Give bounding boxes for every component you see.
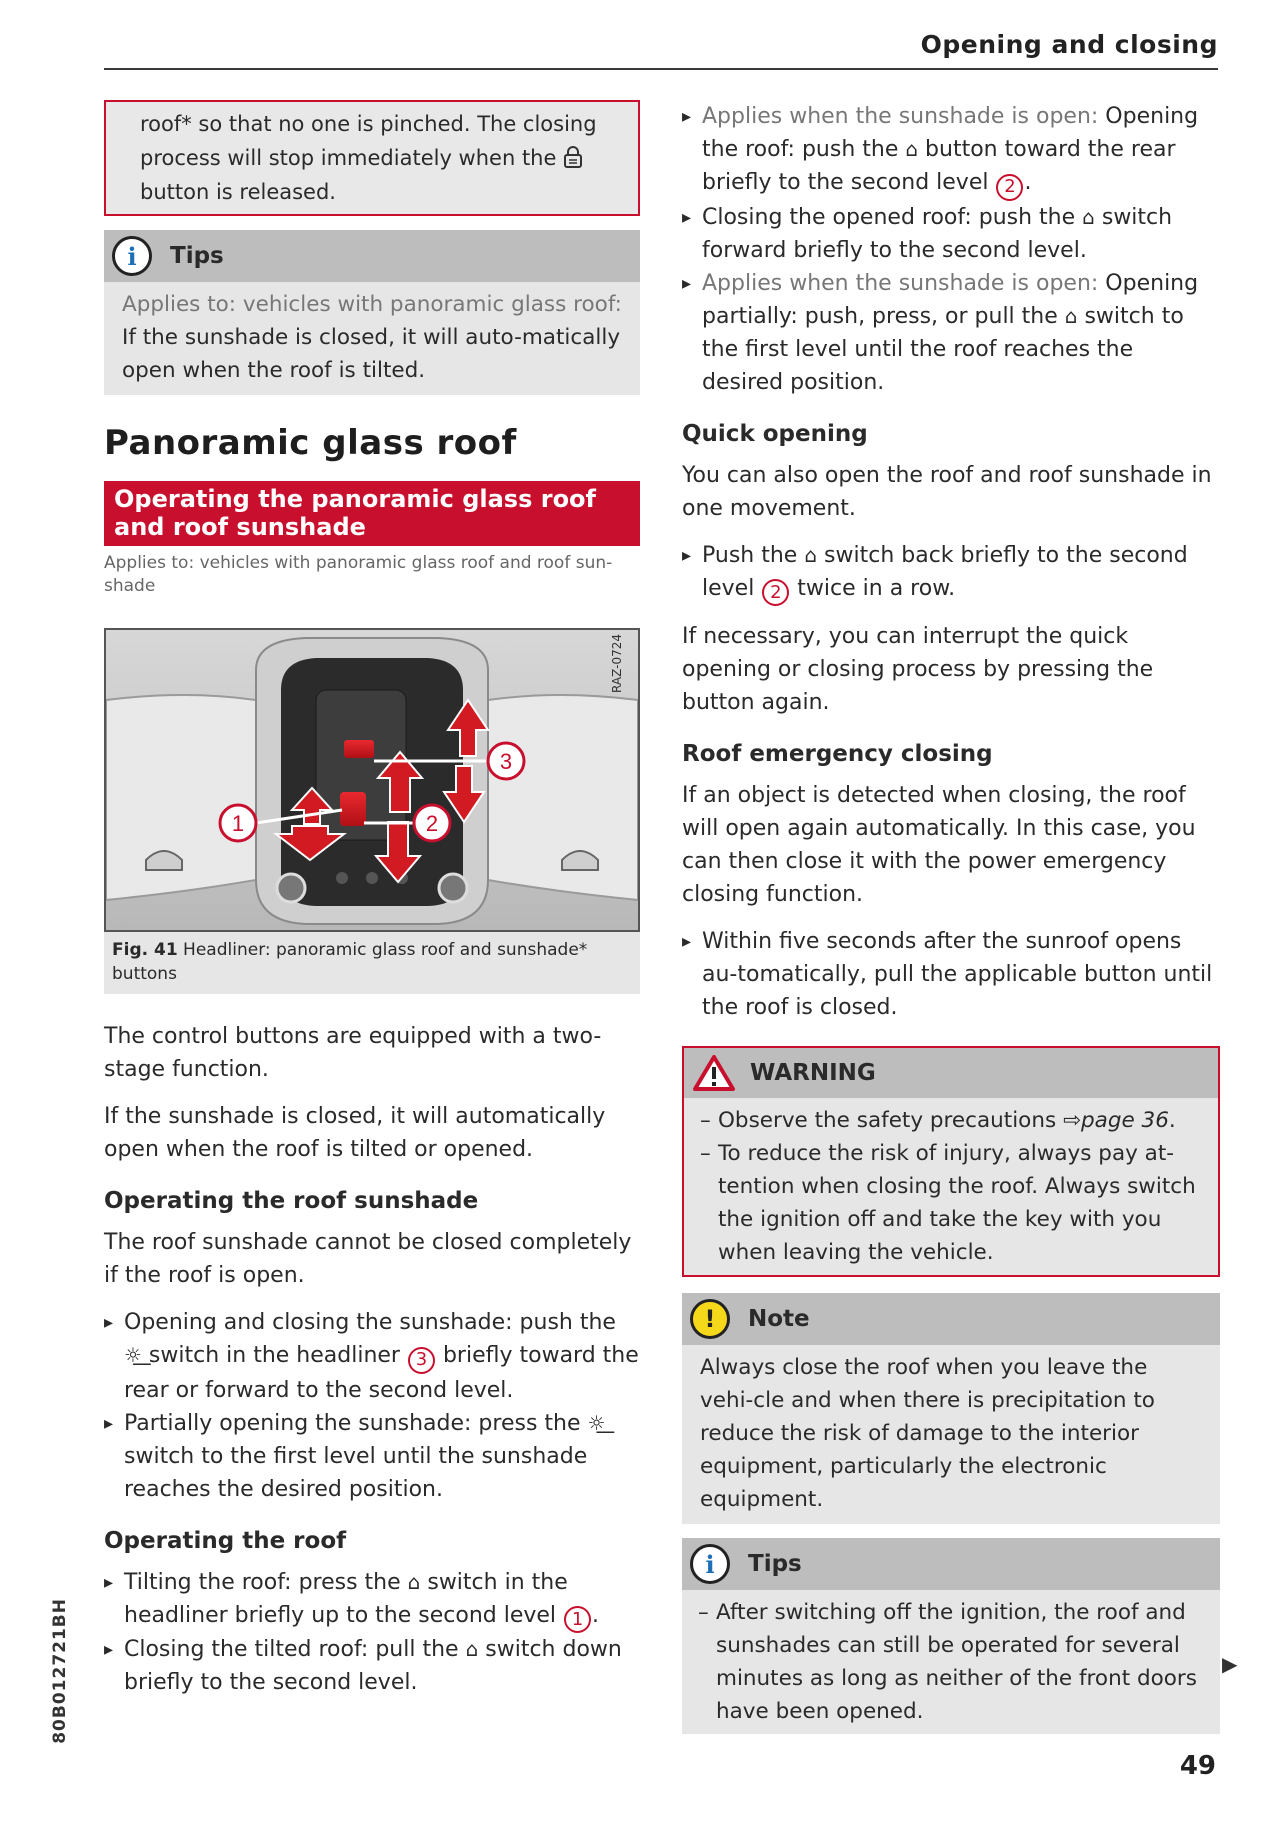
applies-to-note: Applies to: vehicles with panoramic glass roof and roof sun-shade (104, 553, 613, 596)
callout-ref: 2 (762, 579, 789, 606)
headliner-illustration (106, 630, 638, 930)
paragraph-sunshade-intro: The roof sunshade cannot be closed completely if the roof is open. (104, 1230, 632, 1288)
callout-ref: 2 (996, 174, 1023, 201)
continue-arrow-icon: ▶ (1222, 1652, 1238, 1676)
warning-triangle-icon (692, 1054, 736, 1092)
info-icon: i (112, 236, 152, 276)
tips-box-2-header (682, 1538, 1220, 1590)
roof-switch-icon: ⌂ (905, 137, 919, 161)
right-column (682, 100, 1220, 1758)
step-text: Opening partially: push, press, or pull the (702, 270, 1199, 329)
roof-steps (104, 1566, 640, 1700)
step-text: Closing the opened roof: push the (702, 204, 1083, 230)
note-box-label: Note (748, 1305, 810, 1332)
tips-box-2 (682, 1538, 1220, 1734)
note-box (682, 1293, 1220, 1524)
note-box-body: Always close the roof when you leave the vehi-cle and when there is precipitation to reduce the risk of damage to the interior equipment, particularly the electronic equipment. (700, 1355, 1155, 1512)
roof-open-steps (682, 100, 1220, 399)
step-text: switch forward briefly to the second level. (702, 204, 1173, 263)
left-column (104, 100, 640, 1699)
step-text: Push the (702, 542, 805, 568)
callout-1: 1 (231, 811, 245, 836)
note-box-header (682, 1293, 1220, 1345)
emergency-steps (682, 925, 1220, 1024)
info-icon: i (690, 1544, 730, 1584)
warning-box-label: WARNING (750, 1059, 876, 1086)
warning-continuation-text-a: roof* so that no one is pinched. The closing process will stop immediately when the (140, 112, 597, 170)
heading-emergency-closing: Roof emergency closing (682, 741, 993, 767)
list-item (682, 100, 1220, 201)
roof-switch-icon: ⌂ (1082, 204, 1095, 229)
heading-operating-sunshade: Operating the roof sunshade (104, 1188, 479, 1214)
step-applies: Applies when the sunshade is open: (702, 104, 1099, 129)
callout-ref: 3 (408, 1347, 435, 1374)
step-text: . (592, 1602, 600, 1628)
step-text: switch to the first level until the sunshade reaches the desired position. (124, 1443, 588, 1502)
tips-box-1 (104, 230, 640, 395)
list-item (104, 1633, 640, 1699)
list-item (682, 267, 1220, 399)
roof-switch-icon: ⌂ (1064, 303, 1078, 328)
step-applies: Applies when the sunshade is open: (702, 270, 1099, 296)
subsection-banner: Operating the panoramic glass roof and roof sunshade (104, 481, 640, 546)
heading-operating-roof: Operating the roof (104, 1527, 347, 1554)
figure-caption-label: Fig. 41 (112, 940, 178, 960)
warning-box-header (684, 1048, 1218, 1098)
list-item (104, 1306, 640, 1407)
paragraph-quick-intro: You can also open the roof and roof sunshade in one movement. (682, 462, 1212, 521)
figure-caption-text: Headliner: panoramic glass roof and sunshade* buttons (112, 940, 588, 984)
document-code: 80B012721BH (50, 1598, 70, 1744)
step-text: Closing the tilted roof: pull the (124, 1637, 466, 1662)
step-text: button toward the rear briefly to the second level (702, 137, 1176, 195)
list-item (682, 201, 1220, 267)
step-text: switch down briefly to the second level. (124, 1637, 622, 1695)
warning-text: Observe the safety precautions (718, 1108, 1063, 1133)
step-text: Opening and closing the sunshade: push the (124, 1310, 616, 1335)
tips-box-1-label: Tips (170, 242, 224, 269)
tips-box-1-text: If the sunshade is closed, it will auto-matically open when the roof is tilted. (122, 325, 621, 383)
warning-text: . (1168, 1108, 1176, 1133)
paragraph-sunshade-auto: If the sunshade is closed, it will automatically open when the roof is tilted or opened. (104, 1104, 606, 1162)
page-number: 49 (1179, 1751, 1216, 1781)
list-item (682, 539, 1220, 607)
sunshade-switch-icon: ☼͟ (124, 1343, 142, 1367)
sunshade-steps (104, 1306, 640, 1506)
warning-continuation-text-b: button is released. (140, 180, 336, 204)
list-item: ▸ Within five seconds after the sunroof opens au-tomatically, pull the applicable button until the roof is closed. (682, 925, 1220, 1024)
step-text: switch back briefly to the second level (702, 542, 1188, 601)
warning-box (682, 1046, 1220, 1277)
sunshade-switch-icon: ☼͟ (587, 1410, 606, 1435)
roof-switch-icon: ⌂ (465, 1637, 479, 1661)
step-text: Opening the roof: push the (702, 104, 1199, 162)
quick-steps (682, 539, 1220, 607)
list-item: – After switching off the ignition, the roof and sunshades can still be operated for several minutes as long as neither of the front doors have been opened. (698, 1596, 1206, 1728)
figure-headliner-buttons (104, 628, 640, 932)
callout-ref: 1 (564, 1606, 591, 1633)
tips-box-1-applies: Applies to: vehicles with panoramic glass roof: (122, 292, 622, 317)
step-text: briefly toward the rear or forward to the second level. (124, 1343, 639, 1403)
arrow-right-icon: ⇨ (1063, 1108, 1082, 1133)
step-text: Partially opening the sunshade: press the (124, 1410, 588, 1436)
step-text: switch to the first level until the roof reaches the desired position. (702, 303, 1184, 395)
figure-caption (104, 932, 640, 994)
tips-box-1-header (104, 230, 640, 282)
callout-2: 2 (425, 811, 439, 836)
warning-continuation (104, 100, 640, 216)
exclamation-icon: ! (690, 1299, 730, 1339)
figure-code: RAZ-0724 (610, 634, 624, 693)
tips-box-2-list (682, 1590, 1220, 1734)
step-text: . (1024, 170, 1032, 195)
paragraph-quick-interrupt: If necessary, you can interrupt the quick opening or closing process by pressing the button again. (682, 624, 1154, 715)
paragraph-emergency: If an object is detected when closing, the roof will open again automatically. In this case, you can then close it with the power emergency closing function. (682, 783, 1196, 907)
list-item: – To reduce the risk of injury, always pay at-tention when closing the roof. Always switch the ignition off and take the key with you when leaving the vehicle. (700, 1137, 1204, 1269)
paragraph-two-stage: The control buttons are equipped with a two-stage function. (104, 1024, 602, 1082)
section-title: Panoramic glass roof (104, 423, 517, 463)
tips-box-2-label: Tips (748, 1550, 802, 1577)
list-item (104, 1566, 640, 1634)
warning-list (684, 1098, 1218, 1275)
running-header: Opening and closing (920, 30, 1218, 59)
page-reference-link[interactable]: page 36 (1081, 1108, 1169, 1133)
list-item (104, 1407, 640, 1506)
lock-icon (563, 146, 583, 168)
tips-box-1-body (104, 282, 640, 395)
heading-quick-opening: Quick opening (682, 420, 868, 447)
callout-3: 3 (499, 749, 513, 774)
roof-switch-icon: ⌂ (407, 1569, 421, 1594)
step-text: switch in the headliner (141, 1343, 407, 1368)
roof-switch-icon: ⌂ (804, 542, 818, 567)
step-text: Tilting the roof: press the (124, 1569, 408, 1595)
step-text: twice in a row. (790, 575, 956, 601)
step-text: switch in the headliner briefly up to the second level (124, 1569, 568, 1628)
header-divider (104, 68, 1218, 70)
list-item (700, 1104, 1204, 1137)
